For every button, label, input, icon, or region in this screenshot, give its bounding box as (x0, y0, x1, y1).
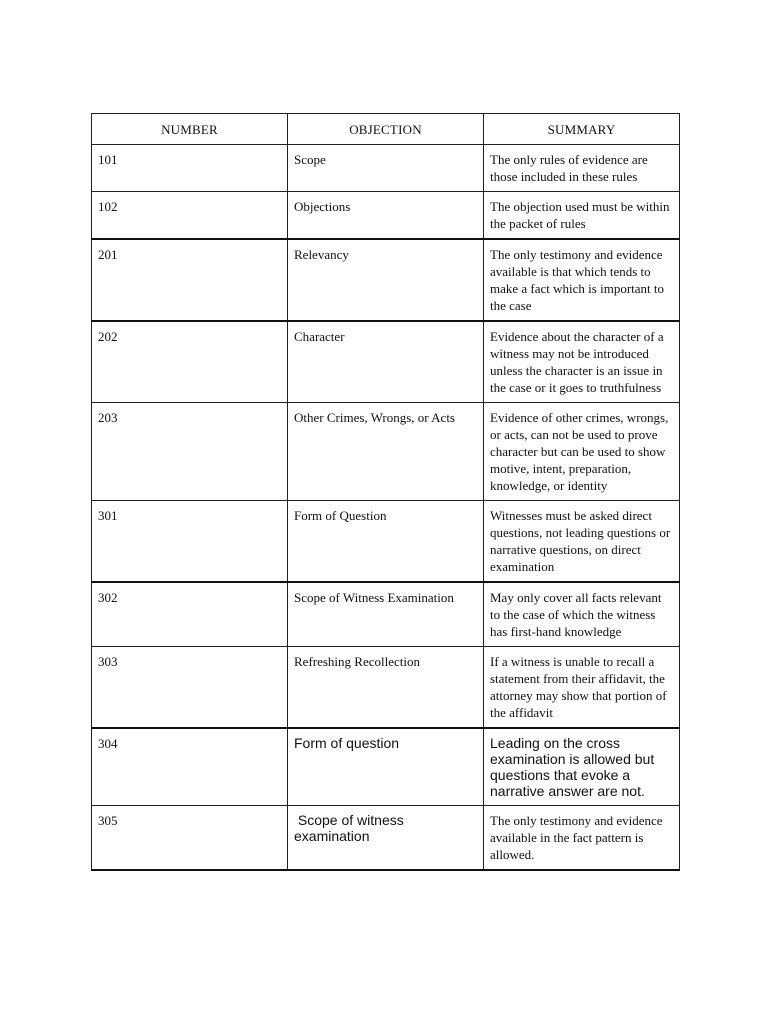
objection-name: Scope of Witness Examination (288, 582, 484, 647)
rule-number: 201 (92, 239, 288, 321)
objection-summary: Witnesses must be asked direct questions, not leading questions or narrative questions, on direct examination (484, 501, 680, 583)
header-number: NUMBER (92, 114, 288, 145)
header-row (92, 114, 680, 145)
objection-summary: Evidence of other crimes, wrongs, or acts, can not be used to prove character but can be used to show motive, intent, preparation, knowledge, or identity (484, 403, 680, 501)
header-objection: OBJECTION (288, 114, 484, 145)
table-row (92, 582, 680, 647)
rule-number: 304 (92, 728, 288, 806)
objection-name: Form of question (288, 728, 484, 806)
objection-summary: Evidence about the character of a witness may not be introduced unless the character is an issue in the case or it goes to truthfulness (484, 321, 680, 403)
table-row (92, 728, 680, 806)
rule-number: 202 (92, 321, 288, 403)
objection-summary: If a witness is unable to recall a statement from their affidavit, the attorney may show that portion of the affidavit (484, 647, 680, 729)
table-body (92, 145, 680, 871)
table-row (92, 192, 680, 240)
objection-summary: The only testimony and evidence available in the fact pattern is allowed. (484, 806, 680, 871)
rule-number: 305 (92, 806, 288, 871)
objection-name: Relevancy (288, 239, 484, 321)
objection-name: Form of Question (288, 501, 484, 583)
objection-name: Objections (288, 192, 484, 240)
table-row (92, 321, 680, 403)
table-row (92, 806, 680, 871)
table-row (92, 239, 680, 321)
objection-name: Character (288, 321, 484, 403)
rule-number: 101 (92, 145, 288, 192)
objection-summary: May only cover all facts relevant to the case of which the witness has first-hand knowledge (484, 582, 680, 647)
objection-name: Scope of witness examination (288, 806, 484, 871)
objection-name: Refreshing Recollection (288, 647, 484, 729)
table-row (92, 501, 680, 583)
objection-summary: Leading on the cross examination is allowed but questions that evoke a narrative answer are not. (484, 728, 680, 806)
rule-number: 302 (92, 582, 288, 647)
table-row (92, 403, 680, 501)
table-row (92, 647, 680, 729)
rule-number: 102 (92, 192, 288, 240)
rule-number: 303 (92, 647, 288, 729)
header-summary: SUMMARY (484, 114, 680, 145)
rule-number: 301 (92, 501, 288, 583)
objections-table (91, 113, 680, 871)
objection-summary: The objection used must be within the packet of rules (484, 192, 680, 240)
objection-name: Scope (288, 145, 484, 192)
table-header (92, 114, 680, 145)
objection-name: Other Crimes, Wrongs, or Acts (288, 403, 484, 501)
rule-number: 203 (92, 403, 288, 501)
table-row (92, 145, 680, 192)
objection-summary: The only testimony and evidence available is that which tends to make a fact which is important to the case (484, 239, 680, 321)
objection-summary: The only rules of evidence are those included in these rules (484, 145, 680, 192)
